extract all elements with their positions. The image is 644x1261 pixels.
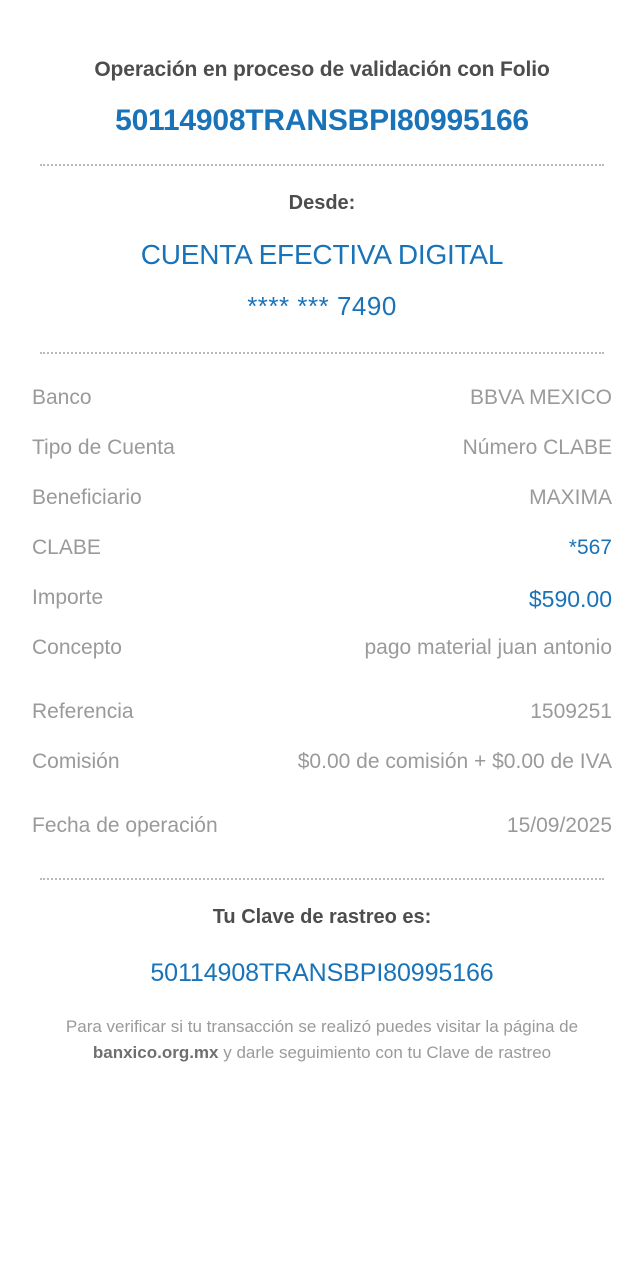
detail-row-beneficiario [32, 476, 612, 526]
detail-label: Referencia [32, 700, 134, 723]
folio-number: 50114908TRANSBPI80995166 [115, 104, 529, 137]
verification-note [32, 1014, 612, 1067]
detail-row-comision [32, 740, 612, 804]
detail-value: BBVA MEXICO [470, 386, 612, 409]
banxico-link[interactable]: banxico.org.mx [92, 1043, 219, 1063]
tracking-key-label: Tu Clave de rastreo es: [212, 906, 432, 928]
detail-value: *567 [568, 536, 612, 559]
verification-note-part1: Para verificar si tu transacción se realizó puedes visitar la página de [65, 1017, 579, 1036]
source-account-name: CUENTA EFECTIVA DIGITAL [140, 239, 504, 270]
detail-value: Número CLABE [462, 436, 612, 459]
tracking-key-code: 50114908TRANSBPI80995166 [150, 959, 494, 987]
detail-value: 15/09/2025 [506, 814, 612, 837]
detail-value: $0.00 de comisión + $0.00 de IVA [297, 750, 612, 773]
detail-label: Importe [32, 586, 104, 609]
operation-status-text: Operación en proceso de validación con Folio [94, 58, 550, 81]
source-account-mask: **** *** 7490 [247, 291, 397, 321]
detail-label: Fecha de operación [32, 814, 218, 837]
detail-label: CLABE [32, 536, 101, 559]
divider-top [40, 164, 604, 166]
detail-value: 1509251 [530, 700, 612, 723]
verification-note-part2: y darle seguimiento con tu Clave de rastreo [218, 1043, 552, 1063]
detail-row-importe [32, 576, 612, 626]
from-label: Desde: [288, 192, 356, 214]
detail-label: Tipo de Cuenta [32, 436, 175, 459]
detail-label: Concepto [32, 636, 122, 659]
divider-bottom [40, 878, 604, 880]
details-list [32, 376, 612, 854]
divider-middle [40, 352, 604, 354]
detail-value: pago material juan antonio [364, 636, 612, 659]
detail-row-fecha-de-operacion [32, 804, 612, 854]
detail-label: Beneficiario [32, 486, 142, 509]
detail-value: MAXIMA [529, 486, 612, 509]
detail-label: Comisión [32, 750, 120, 773]
detail-row-clabe [32, 526, 612, 576]
detail-row-referencia [32, 690, 612, 740]
detail-row-tipo-de-cuenta [32, 426, 612, 476]
detail-row-concepto [32, 626, 612, 690]
detail-value-amount: $590.00 [528, 586, 612, 612]
detail-row-banco [32, 376, 612, 426]
detail-label: Banco [32, 386, 92, 409]
